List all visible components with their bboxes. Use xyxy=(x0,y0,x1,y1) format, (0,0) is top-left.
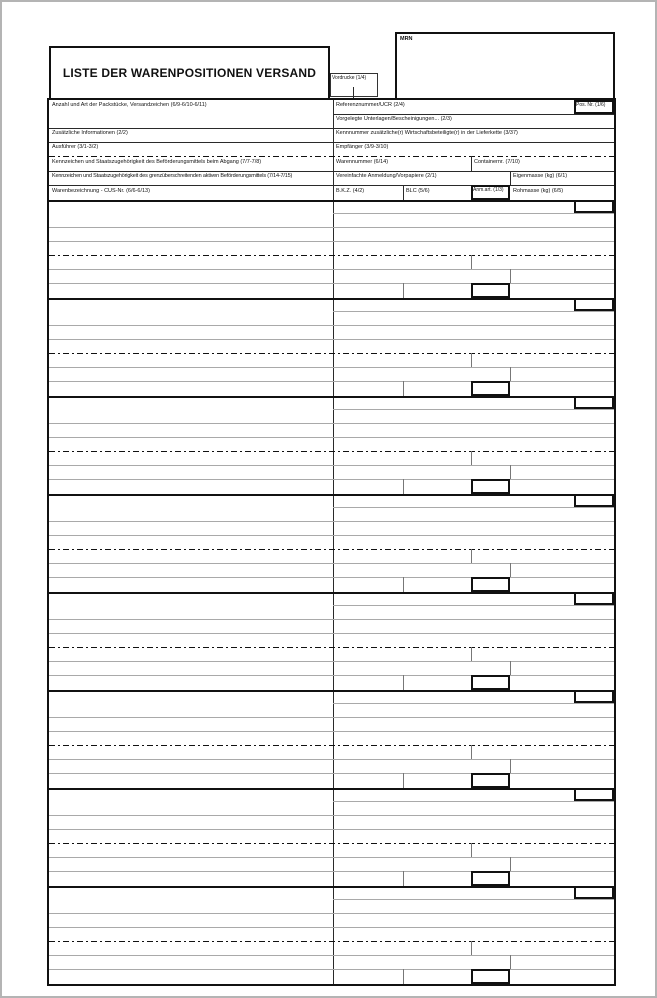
pos-nr-box xyxy=(574,592,614,605)
header-row-line xyxy=(49,171,614,172)
item-block xyxy=(49,788,614,886)
row-line xyxy=(49,633,614,634)
containernr-divider xyxy=(471,843,472,857)
block-boundary-line xyxy=(49,690,614,692)
item-block xyxy=(49,200,614,298)
row-line xyxy=(49,269,614,270)
row-line xyxy=(49,227,614,228)
label-packstuecke: Anzahl und Art der Packstücke, Versandzeichen (6/9-6/10-6/11) xyxy=(52,102,207,108)
row-line xyxy=(49,283,614,284)
item-block xyxy=(49,592,614,690)
label-kennzeichen-aktiv: Kennzeichen und Staatszugehörigkeit des grenzüberschreitenden aktiven Beförderungsmittels (7/14-7/15) xyxy=(52,173,293,179)
item-block xyxy=(49,690,614,788)
item-block xyxy=(49,886,614,984)
dashdot-line xyxy=(49,647,614,648)
dashdot-line xyxy=(49,255,614,256)
row-line xyxy=(49,465,614,466)
row-line xyxy=(49,871,614,872)
label-anm-art: Anm.art. (1/3) xyxy=(473,187,504,193)
pos-nr-box xyxy=(574,886,614,899)
pos-nr-box xyxy=(574,788,614,801)
row-line xyxy=(49,577,614,578)
label-ausfuehrer: Ausführer (3/1-3/2) xyxy=(52,144,99,150)
row-line xyxy=(49,241,614,242)
header-row-line xyxy=(333,114,614,115)
vordrucke-label: Vordrucke (1/4) xyxy=(332,75,367,81)
containernr-divider xyxy=(471,353,472,367)
containernr-divider xyxy=(471,549,472,563)
mrn-field xyxy=(395,32,615,100)
eigenmasse-divider xyxy=(510,661,511,675)
row-line xyxy=(333,311,614,312)
pos-nr-box xyxy=(574,396,614,409)
label-eigenmasse: Eigenmasse (kg) (6/1) xyxy=(513,173,568,179)
bkz-blc-divider xyxy=(403,381,404,396)
containernr-divider xyxy=(471,451,472,465)
row-line xyxy=(49,773,614,774)
label-vereinfachte: Vereinfachte Anmeldung/Vorpapiere (2/1) xyxy=(336,173,437,179)
row-line xyxy=(49,437,614,438)
row-line xyxy=(49,535,614,536)
anmart-cell-box xyxy=(471,969,510,984)
anmart-cell-box xyxy=(471,675,510,690)
eigenmasse-divider xyxy=(510,563,511,577)
label-kennnummer: Kennnummer zusätzliche(r) Wirtschaftsbeteiligte(r) in der Lieferkette (3/37) xyxy=(336,130,518,136)
eigenmasse-divider xyxy=(510,367,511,381)
block-boundary-line xyxy=(49,494,614,496)
anmart-cell-box xyxy=(471,577,510,592)
bkz-blc-divider xyxy=(403,479,404,494)
anmart-cell-box xyxy=(471,283,510,298)
row-line xyxy=(49,619,614,620)
bkz-blc-divider xyxy=(403,773,404,788)
row-line xyxy=(49,829,614,830)
eigenmasse-divider xyxy=(510,955,511,969)
row-line xyxy=(49,675,614,676)
block-boundary-line xyxy=(49,592,614,594)
row-line xyxy=(49,731,614,732)
anmart-cell-box xyxy=(471,381,510,396)
label-zusatz-info: Zusätzliche Informationen (2/2) xyxy=(52,130,128,136)
item-block xyxy=(49,396,614,494)
row-line xyxy=(49,955,614,956)
header-dashdot-line xyxy=(49,156,614,157)
header-row-line xyxy=(49,142,614,143)
pos-nr-box xyxy=(574,298,614,311)
vordrucke-field xyxy=(330,73,378,97)
row-line xyxy=(333,507,614,508)
row-line xyxy=(333,605,614,606)
row-line xyxy=(49,325,614,326)
item-block xyxy=(49,298,614,396)
row-line xyxy=(49,717,614,718)
block-boundary-line xyxy=(49,200,614,202)
label-warennummer: Warennummer (6/14) xyxy=(336,159,389,165)
row-line xyxy=(49,927,614,928)
header-row-line xyxy=(49,185,614,186)
pos-nr-box xyxy=(574,494,614,507)
bkz-blc-divider xyxy=(403,185,404,200)
row-line xyxy=(49,479,614,480)
row-line xyxy=(49,857,614,858)
dashdot-line xyxy=(49,549,614,550)
row-line xyxy=(333,703,614,704)
eigenmasse-divider xyxy=(510,171,511,185)
row-line xyxy=(333,801,614,802)
label-containernr: Containernr. (7/10) xyxy=(474,159,520,165)
eigenmasse-divider xyxy=(510,465,511,479)
pos-nr-box xyxy=(574,200,614,213)
block-boundary-line xyxy=(49,788,614,790)
label-blc: BLC (5/6) xyxy=(406,188,430,194)
containernr-divider xyxy=(471,941,472,955)
form-title: LISTE DER WARENPOSITIONEN VERSAND xyxy=(62,66,317,80)
eigenmasse-divider xyxy=(510,857,511,871)
label-empfaenger: Empfänger (3/9-3/10) xyxy=(336,144,389,150)
row-line xyxy=(49,563,614,564)
mrn-label: MRN xyxy=(400,36,413,42)
bkz-blc-divider xyxy=(403,577,404,592)
bkz-blc-divider xyxy=(403,283,404,298)
dashdot-line xyxy=(49,745,614,746)
label-referenznummer: Referenznummer/UCR (2/4) xyxy=(336,102,405,108)
row-line xyxy=(49,521,614,522)
block-boundary-line xyxy=(49,886,614,888)
form-title-box xyxy=(49,46,330,100)
row-line xyxy=(49,423,614,424)
containernr-divider xyxy=(471,745,472,759)
row-line xyxy=(49,969,614,970)
eigenmasse-divider xyxy=(510,759,511,773)
row-line xyxy=(49,339,614,340)
anmart-cell-box xyxy=(471,479,510,494)
item-block xyxy=(49,494,614,592)
eigenmasse-divider xyxy=(510,269,511,283)
dashdot-line xyxy=(49,941,614,942)
row-line xyxy=(49,381,614,382)
containernr-divider xyxy=(471,647,472,661)
bkz-blc-divider xyxy=(403,871,404,886)
row-line xyxy=(49,815,614,816)
items-table xyxy=(47,98,616,986)
label-rohmasse: Rohmasse (kg) (6/5) xyxy=(513,188,564,194)
row-line xyxy=(333,409,614,410)
row-line xyxy=(49,759,614,760)
anmart-cell-box xyxy=(471,871,510,886)
dashdot-line xyxy=(49,843,614,844)
dashdot-line xyxy=(49,451,614,452)
row-line xyxy=(49,661,614,662)
pos-nr-box xyxy=(574,690,614,703)
anmart-cell-box xyxy=(471,773,510,788)
block-boundary-line xyxy=(49,396,614,398)
containernr-divider xyxy=(471,156,472,171)
row-line xyxy=(333,899,614,900)
row-line xyxy=(333,213,614,214)
label-pos-nr: Pos. Nr. (1/6) xyxy=(576,102,606,108)
bkz-blc-divider xyxy=(403,969,404,984)
containernr-divider xyxy=(471,255,472,269)
label-warenbezeichnung: Warenbezeichnung - CUS-Nr. (6/6-6/13) xyxy=(52,188,150,194)
block-boundary-line xyxy=(49,298,614,300)
label-kennzeichen-abgang: Kennzeichen und Staatszugehörigkeit des Beförderungsmittels beim Abgang (7/7-7/8) xyxy=(52,159,262,165)
dashdot-line xyxy=(49,353,614,354)
row-line xyxy=(49,367,614,368)
label-unterlagen: Vorgelegte Unterlagen/Bescheinigungen... (2/3) xyxy=(336,116,452,122)
bkz-blc-divider xyxy=(403,675,404,690)
label-bkz: B.K.Z. (4/2) xyxy=(336,188,365,194)
header-row-line xyxy=(49,128,614,129)
row-line xyxy=(49,913,614,914)
